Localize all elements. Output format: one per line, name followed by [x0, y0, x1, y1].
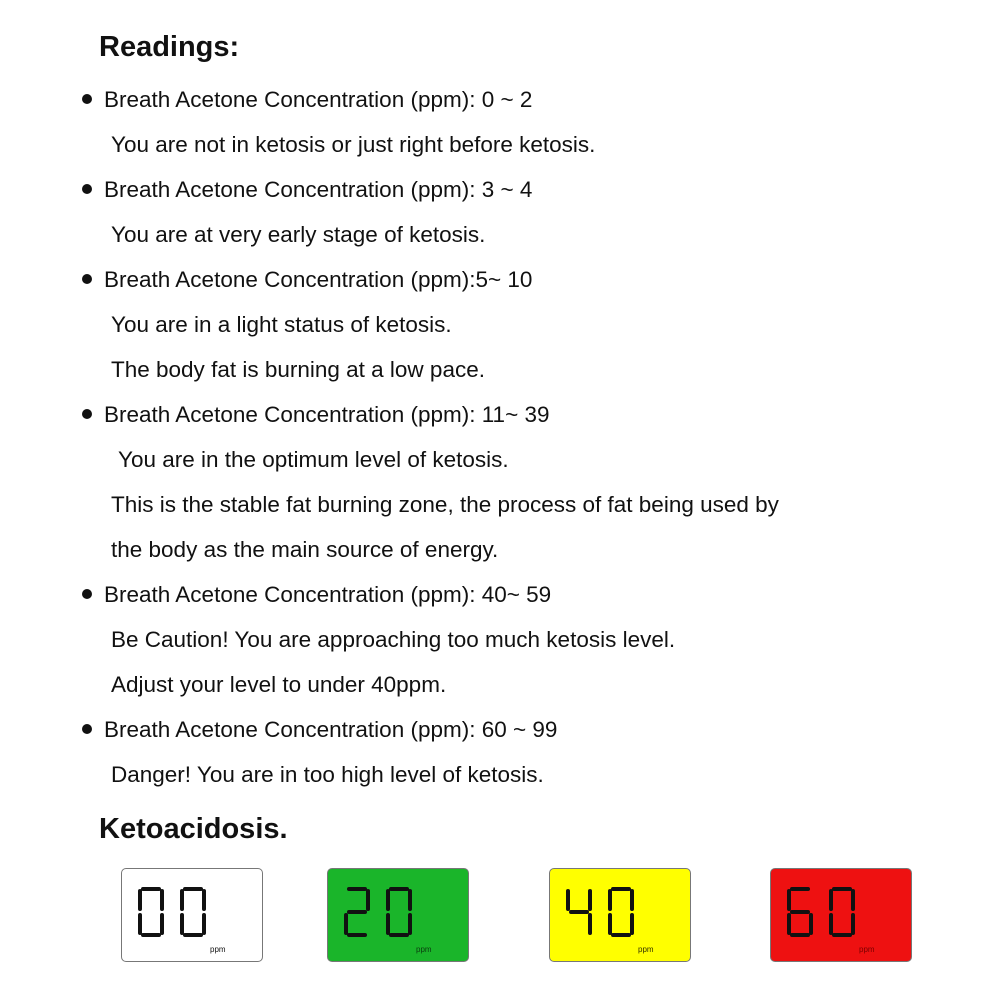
lcd-display-red	[770, 868, 912, 962]
reading-6-description: Danger! You are in too high level of ketosis.	[111, 762, 544, 787]
reading-3-concentration	[82, 266, 532, 294]
unit-label: ppm	[638, 945, 654, 954]
reading-2-description: You are at very early stage of ketosis.	[111, 222, 486, 247]
reading-4-description-2: This is the stable fat burning zone, the process of fat being used by	[111, 492, 779, 517]
reading-4-description-1: You are in the optimum level of ketosis.	[118, 447, 509, 472]
digit-readout	[564, 887, 664, 943]
reading-6-concentration	[82, 716, 557, 744]
reading-3-concentration-text: Breath Acetone Concentration (ppm):5~ 10	[104, 267, 533, 292]
bullet-icon	[82, 94, 92, 104]
readings-heading: Readings:	[99, 31, 240, 63]
reading-1-description: You are not in ketosis or just right before ketosis.	[111, 132, 596, 157]
digit-readout	[136, 887, 236, 943]
lcd-display-green	[327, 868, 469, 962]
reading-2-concentration-text: Breath Acetone Concentration (ppm): 3 ~ 4	[104, 177, 533, 202]
reading-3-description-2: The body fat is burning at a low pace.	[111, 357, 485, 382]
reading-5-description-1: Be Caution! You are approaching too much ketosis level.	[111, 627, 676, 652]
reading-4-concentration-text: Breath Acetone Concentration (ppm): 11~ 39	[104, 402, 550, 427]
reading-4-description-3: the body as the main source of energy.	[111, 537, 499, 562]
unit-label: ppm	[859, 945, 875, 954]
bullet-icon	[82, 409, 92, 419]
reading-5-concentration	[82, 581, 551, 609]
lcd-display-white	[121, 868, 263, 962]
reading-3-description-1: You are in a light status of ketosis.	[111, 312, 452, 337]
reading-2-concentration	[82, 176, 532, 204]
bullet-icon	[82, 589, 92, 599]
unit-label: ppm	[210, 945, 226, 954]
digit-readout	[342, 887, 442, 943]
digit-readout	[785, 887, 885, 943]
bullet-icon	[82, 724, 92, 734]
bullet-icon	[82, 184, 92, 194]
reading-5-concentration-text: Breath Acetone Concentration (ppm): 40~ 59	[104, 582, 552, 607]
reading-1-concentration	[82, 86, 532, 114]
reading-6-concentration-text: Breath Acetone Concentration (ppm): 60 ~ 99	[104, 717, 558, 742]
reading-5-description-2: Adjust your level to under 40ppm.	[111, 672, 447, 697]
reading-1-concentration-text: Breath Acetone Concentration (ppm): 0 ~ 2	[104, 87, 533, 112]
unit-label: ppm	[416, 945, 432, 954]
reading-4-concentration	[82, 401, 550, 429]
lcd-display-yellow	[549, 868, 691, 962]
bullet-icon	[82, 274, 92, 284]
ketoacidosis-heading: Ketoacidosis.	[99, 813, 288, 845]
